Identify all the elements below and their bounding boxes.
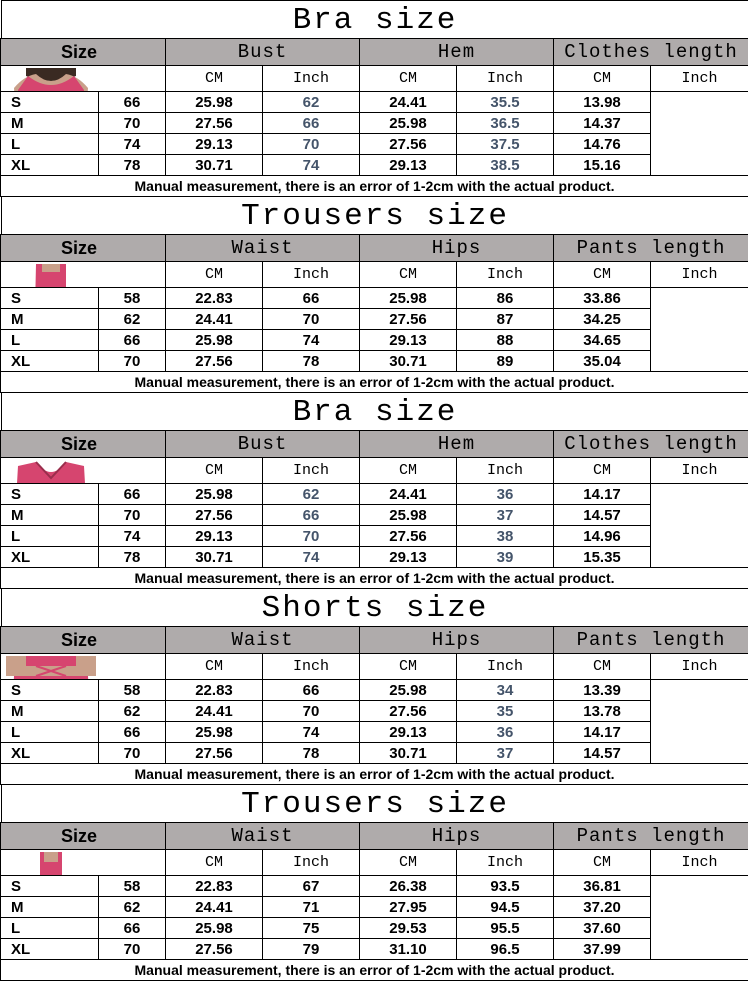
unit-label: Inch: [651, 262, 748, 288]
measurement-value: 93.5: [457, 876, 554, 897]
size-header: Size: [1, 39, 166, 66]
measurement-value: 29.13: [360, 330, 457, 351]
measurement-value: 25.98: [166, 722, 263, 743]
measurement-value: 25.98: [360, 505, 457, 526]
measurement-value: 22.83: [166, 680, 263, 701]
unit-label: CM: [554, 66, 651, 92]
unit-label: CM: [166, 654, 263, 680]
header-row: [1, 627, 748, 654]
size-row-m: [1, 309, 748, 330]
measurement-value: 70: [99, 351, 166, 372]
size-label: S: [1, 92, 99, 113]
measurement-value: 70: [263, 309, 360, 330]
size-row-xl: [1, 939, 748, 960]
units-row: [1, 66, 748, 92]
size-row-m: [1, 701, 748, 722]
size-label: L: [1, 330, 99, 351]
group-header: Pants length: [554, 627, 748, 654]
group-header: Pants length: [554, 823, 748, 850]
measurement-disclaimer: Manual measurement, there is an error of 1-2cm with the actual product.: [1, 176, 748, 197]
pink-ruched-crop-bra-photo: [6, 68, 96, 92]
group-header: Bust: [166, 431, 360, 458]
measurement-value: 62: [263, 484, 360, 505]
section-title: Trousers size: [1, 784, 748, 823]
measurement-value: 29.13: [360, 722, 457, 743]
unit-label: Inch: [651, 458, 748, 484]
measurement-value: 31.10: [360, 939, 457, 960]
group-header: Bust: [166, 39, 360, 66]
group-header: Clothes length: [554, 431, 748, 458]
size-label: XL: [1, 939, 99, 960]
size-label: XL: [1, 743, 99, 764]
size-row-l: [1, 526, 748, 547]
units-row: [1, 262, 748, 288]
measurement-value: 58: [99, 876, 166, 897]
size-row-m: [1, 897, 748, 918]
measurement-value: 39: [457, 547, 554, 568]
size-label: S: [1, 680, 99, 701]
group-header: Hem: [360, 431, 554, 458]
measurement-value: 24.41: [166, 309, 263, 330]
measurement-value: 27.95: [360, 897, 457, 918]
measurement-value: 74: [99, 134, 166, 155]
measurement-value: 70: [263, 134, 360, 155]
unit-label: CM: [360, 458, 457, 484]
measurement-value: 30.71: [166, 547, 263, 568]
measurement-value: 27.56: [360, 309, 457, 330]
size-table: [0, 822, 748, 981]
size-row-xl: [1, 547, 748, 568]
size-header: Size: [1, 823, 166, 850]
section-title: Shorts size: [1, 588, 748, 627]
measurement-value: 62: [99, 897, 166, 918]
measurement-value: 27.56: [166, 939, 263, 960]
unit-label: CM: [166, 850, 263, 876]
unit-label: Inch: [457, 458, 554, 484]
measurement-value: 36: [457, 484, 554, 505]
measurement-value: 37: [457, 743, 554, 764]
measurement-value: 38: [457, 526, 554, 547]
measurement-value: 70: [263, 526, 360, 547]
unit-label: CM: [166, 66, 263, 92]
measurement-value: 35: [457, 701, 554, 722]
measurement-value: 24.41: [360, 484, 457, 505]
product-photo-cell: [1, 458, 99, 484]
measurement-value: 89: [457, 351, 554, 372]
group-header: Hips: [360, 235, 554, 262]
note-row: [1, 960, 748, 981]
measurement-value: 62: [99, 701, 166, 722]
measurement-value: 14.76: [554, 134, 651, 155]
size-label: XL: [1, 155, 99, 176]
group-header: Hem: [360, 39, 554, 66]
measurement-value: 27.56: [166, 505, 263, 526]
measurement-value: 14.37: [554, 113, 651, 134]
size-row-l: [1, 134, 748, 155]
measurement-value: 33.86: [554, 288, 651, 309]
measurement-value: 66: [263, 288, 360, 309]
measurement-value: 75: [263, 918, 360, 939]
section-title: Trousers size: [1, 196, 748, 235]
pink-leggings-photo: [6, 264, 96, 288]
size-label: M: [1, 701, 99, 722]
measurement-value: 34.25: [554, 309, 651, 330]
measurement-value: 70: [99, 505, 166, 526]
measurement-value: 37.20: [554, 897, 651, 918]
measurement-value: 25.98: [166, 918, 263, 939]
measurement-value: 86: [457, 288, 554, 309]
measurement-value: 13.98: [554, 92, 651, 113]
header-row: [1, 431, 748, 458]
size-row-xl: [1, 155, 748, 176]
header-row: [1, 823, 748, 850]
measurement-value: 25.98: [166, 92, 263, 113]
measurement-value: 14.57: [554, 505, 651, 526]
unit-label: Inch: [263, 654, 360, 680]
product-photo-cell: [1, 66, 99, 92]
measurement-value: 37.99: [554, 939, 651, 960]
measurement-value: 79: [263, 939, 360, 960]
size-label: XL: [1, 547, 99, 568]
unit-label: CM: [554, 654, 651, 680]
unit-label: CM: [554, 262, 651, 288]
unit-label: CM: [360, 66, 457, 92]
measurement-value: 30.71: [360, 743, 457, 764]
unit-label: CM: [360, 850, 457, 876]
size-row-s: [1, 288, 748, 309]
unit-label: Inch: [651, 66, 748, 92]
measurement-value: 15.16: [554, 155, 651, 176]
group-header: Waist: [166, 627, 360, 654]
unit-label: Inch: [457, 850, 554, 876]
pink-biker-shorts-photo: [6, 656, 96, 680]
product-photo-cell: [1, 850, 99, 876]
measurement-value: 25.98: [166, 484, 263, 505]
size-header: Size: [1, 235, 166, 262]
measurement-value: 15.35: [554, 547, 651, 568]
section-title: Bra size: [1, 0, 748, 39]
measurement-value: 30.71: [360, 351, 457, 372]
measurement-value: 62: [263, 92, 360, 113]
measurement-value: 37.5: [457, 134, 554, 155]
size-table: [0, 430, 748, 589]
measurement-value: 74: [99, 526, 166, 547]
measurement-value: 66: [99, 722, 166, 743]
measurement-value: 30.71: [166, 155, 263, 176]
note-row: [1, 764, 748, 785]
unit-label: Inch: [457, 66, 554, 92]
measurement-disclaimer: Manual measurement, there is an error of 1-2cm with the actual product.: [1, 568, 748, 589]
unit-label: CM: [554, 458, 651, 484]
measurement-value: 66: [263, 680, 360, 701]
measurement-value: 78: [99, 155, 166, 176]
measurement-value: 66: [99, 92, 166, 113]
measurement-value: 29.13: [166, 526, 263, 547]
measurement-value: 66: [99, 330, 166, 351]
size-row-s: [1, 680, 748, 701]
unit-label: Inch: [651, 850, 748, 876]
measurement-value: 25.98: [166, 330, 263, 351]
measurement-disclaimer: Manual measurement, there is an error of 1-2cm with the actual product.: [1, 764, 748, 785]
unit-label: Inch: [263, 262, 360, 288]
size-header: Size: [1, 431, 166, 458]
size-label: S: [1, 288, 99, 309]
unit-label: CM: [166, 262, 263, 288]
measurement-value: 38.5: [457, 155, 554, 176]
measurement-value: 70: [99, 939, 166, 960]
measurement-value: 25.98: [360, 113, 457, 134]
measurement-value: 66: [99, 918, 166, 939]
size-chart-section-3: [0, 392, 748, 588]
measurement-value: 35.04: [554, 351, 651, 372]
measurement-value: 58: [99, 288, 166, 309]
measurement-value: 70: [99, 743, 166, 764]
size-chart-section-4: [0, 588, 748, 784]
unit-label: CM: [166, 458, 263, 484]
measurement-value: 24.41: [360, 92, 457, 113]
measurement-value: 66: [263, 113, 360, 134]
measurement-value: 70: [99, 113, 166, 134]
size-row-s: [1, 876, 748, 897]
measurement-value: 78: [99, 547, 166, 568]
size-row-l: [1, 330, 748, 351]
measurement-value: 66: [263, 505, 360, 526]
pink-flare-pants-photo: [6, 852, 96, 876]
size-row-l: [1, 918, 748, 939]
measurement-value: 70: [263, 701, 360, 722]
size-label: XL: [1, 351, 99, 372]
size-label: S: [1, 876, 99, 897]
measurement-value: 35.5: [457, 92, 554, 113]
size-row-xl: [1, 743, 748, 764]
measurement-value: 14.17: [554, 722, 651, 743]
measurement-disclaimer: Manual measurement, there is an error of 1-2cm with the actual product.: [1, 372, 748, 393]
measurement-value: 29.53: [360, 918, 457, 939]
unit-label: CM: [554, 850, 651, 876]
measurement-value: 24.41: [166, 701, 263, 722]
size-label: L: [1, 918, 99, 939]
measurement-value: 24.41: [166, 897, 263, 918]
size-row-s: [1, 484, 748, 505]
measurement-value: 29.13: [360, 547, 457, 568]
unit-label: Inch: [263, 850, 360, 876]
measurement-value: 67: [263, 876, 360, 897]
size-chart-section-5: [0, 784, 748, 980]
measurement-value: 34: [457, 680, 554, 701]
measurement-disclaimer: Manual measurement, there is an error of 1-2cm with the actual product.: [1, 960, 748, 981]
measurement-value: 78: [263, 351, 360, 372]
units-row: [1, 654, 748, 680]
measurement-value: 58: [99, 680, 166, 701]
size-label: L: [1, 722, 99, 743]
size-table: [0, 38, 748, 197]
pink-collared-crop-top-photo: [6, 460, 96, 484]
group-header: Hips: [360, 823, 554, 850]
measurement-value: 74: [263, 155, 360, 176]
size-row-xl: [1, 351, 748, 372]
measurement-value: 74: [263, 547, 360, 568]
measurement-value: 36.5: [457, 113, 554, 134]
measurement-value: 94.5: [457, 897, 554, 918]
units-row: [1, 850, 748, 876]
measurement-value: 96.5: [457, 939, 554, 960]
measurement-value: 22.83: [166, 876, 263, 897]
unit-label: Inch: [263, 458, 360, 484]
unit-label: CM: [360, 654, 457, 680]
measurement-value: 74: [263, 722, 360, 743]
measurement-value: 36.81: [554, 876, 651, 897]
size-label: S: [1, 484, 99, 505]
measurement-value: 14.17: [554, 484, 651, 505]
unit-label: CM: [360, 262, 457, 288]
measurement-value: 27.56: [360, 701, 457, 722]
measurement-value: 71: [263, 897, 360, 918]
group-header: Clothes length: [554, 39, 748, 66]
note-row: [1, 568, 748, 589]
group-header: Pants length: [554, 235, 748, 262]
measurement-value: 88: [457, 330, 554, 351]
section-title: Bra size: [1, 392, 748, 431]
size-chart-section-2: [0, 196, 748, 392]
measurement-value: 62: [99, 309, 166, 330]
size-table: [0, 234, 748, 393]
measurement-value: 37: [457, 505, 554, 526]
measurement-value: 27.56: [166, 113, 263, 134]
unit-label: Inch: [651, 654, 748, 680]
size-label: M: [1, 113, 99, 134]
measurement-value: 14.96: [554, 526, 651, 547]
measurement-value: 34.65: [554, 330, 651, 351]
measurement-value: 27.56: [166, 743, 263, 764]
size-chart-section-1: [0, 0, 748, 196]
group-header: Hips: [360, 627, 554, 654]
measurement-value: 87: [457, 309, 554, 330]
unit-label: Inch: [457, 654, 554, 680]
measurement-value: 95.5: [457, 918, 554, 939]
measurement-value: 66: [99, 484, 166, 505]
note-row: [1, 176, 748, 197]
size-label: L: [1, 134, 99, 155]
measurement-value: 14.57: [554, 743, 651, 764]
measurement-value: 26.38: [360, 876, 457, 897]
note-row: [1, 372, 748, 393]
measurement-value: 27.56: [360, 526, 457, 547]
measurement-value: 78: [263, 743, 360, 764]
size-row-m: [1, 505, 748, 526]
size-label: M: [1, 897, 99, 918]
product-photo-cell: [1, 654, 99, 680]
header-row: [1, 39, 748, 66]
group-header: Waist: [166, 823, 360, 850]
measurement-value: 27.56: [360, 134, 457, 155]
product-photo-cell: [1, 262, 99, 288]
measurement-value: 13.39: [554, 680, 651, 701]
measurement-value: 25.98: [360, 288, 457, 309]
size-header: Size: [1, 627, 166, 654]
group-header: Waist: [166, 235, 360, 262]
measurement-value: 29.13: [360, 155, 457, 176]
measurement-value: 37.60: [554, 918, 651, 939]
size-row-l: [1, 722, 748, 743]
size-row-m: [1, 113, 748, 134]
measurement-value: 36: [457, 722, 554, 743]
measurement-value: 74: [263, 330, 360, 351]
measurement-value: 25.98: [360, 680, 457, 701]
measurement-value: 27.56: [166, 351, 263, 372]
unit-label: Inch: [457, 262, 554, 288]
size-label: M: [1, 309, 99, 330]
size-row-s: [1, 92, 748, 113]
units-row: [1, 458, 748, 484]
header-row: [1, 235, 748, 262]
unit-label: Inch: [263, 66, 360, 92]
measurement-value: 22.83: [166, 288, 263, 309]
size-label: M: [1, 505, 99, 526]
size-table: [0, 626, 748, 785]
size-label: L: [1, 526, 99, 547]
measurement-value: 13.78: [554, 701, 651, 722]
measurement-value: 29.13: [166, 134, 263, 155]
